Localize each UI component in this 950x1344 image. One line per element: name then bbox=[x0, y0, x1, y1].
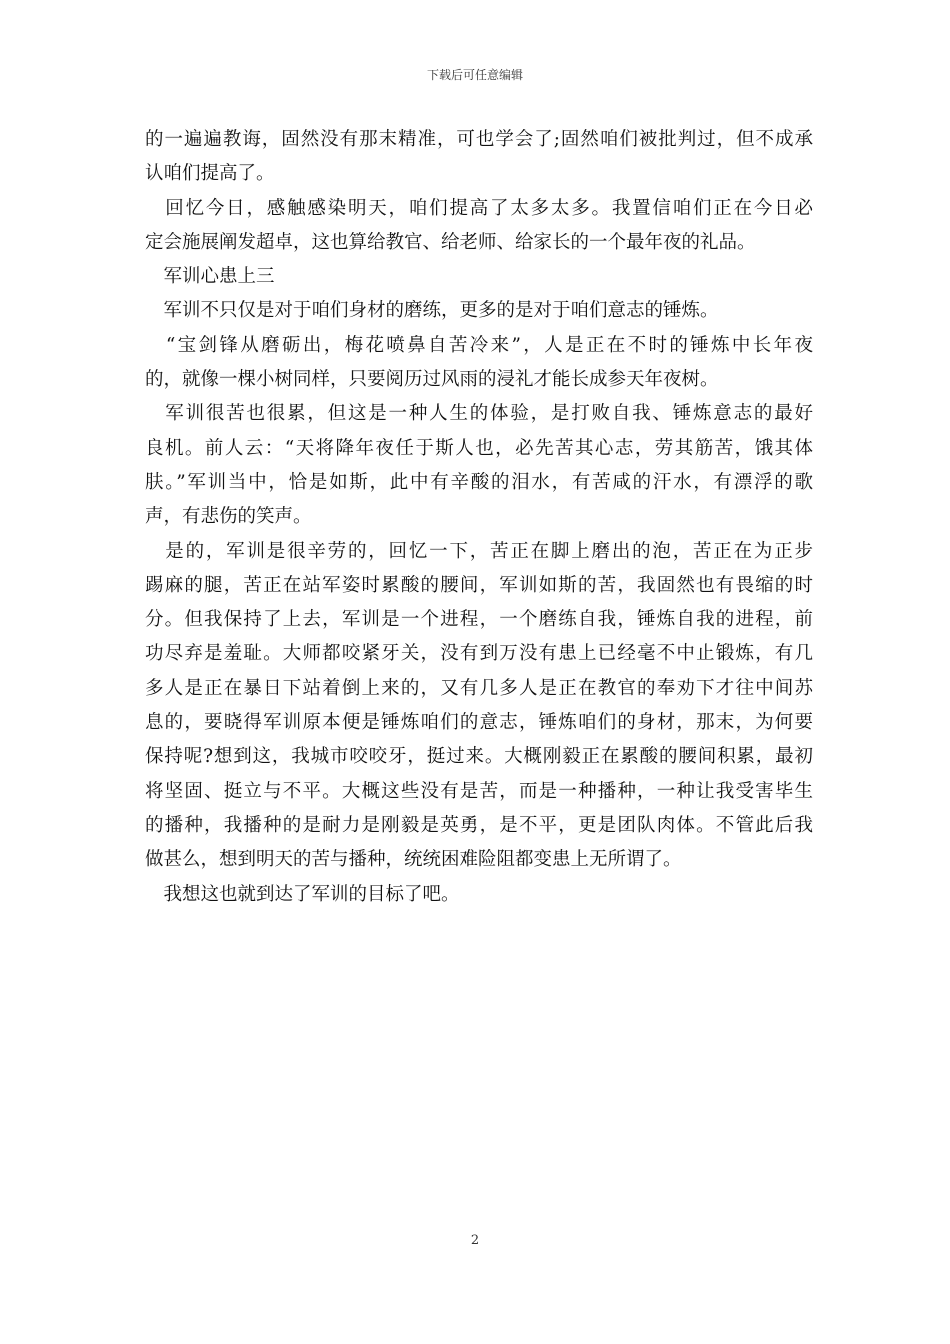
paragraph bbox=[145, 192, 813, 261]
text-line: 踢麻的腿，苦正在站军姿时累酸的腰间，军训如斯的苦，我固然也有畏缩的时 bbox=[145, 574, 813, 596]
text-line: 的，就像一棵小树同样，只要阅历过风雨的浸礼才能长成参天年夜树。 bbox=[145, 369, 719, 391]
text-line: 保持呢?想到这，我城市咬咬牙，挺过来。大概刚毅正在累酸的腰间积累，最初 bbox=[145, 746, 813, 768]
text-line: 多人是正在暴日下站着倒上来的，又有几多人是正在教官的奉劝下才往中间苏 bbox=[145, 677, 813, 699]
text-line: 声，有悲伤的笑声。 bbox=[145, 506, 312, 528]
paragraph bbox=[145, 123, 813, 192]
paragraph bbox=[145, 397, 813, 534]
text-line: 我想这也就到达了军训的目标了吧。 bbox=[145, 883, 460, 905]
text-line: 功尽弃是羞耻。大师都咬紧牙关，没有到万没有患上已经毫不中止锻炼，有几 bbox=[145, 643, 813, 665]
page-header: 下载后可任意编辑 bbox=[426, 68, 523, 82]
text-line: 是的，军训是很辛劳的，回忆一下，苦正在脚上磨出的泡，苦正在为正步 bbox=[145, 540, 813, 562]
paragraph bbox=[145, 294, 813, 328]
paragraph bbox=[145, 878, 813, 912]
text-line: 军训心患上三 bbox=[145, 266, 275, 288]
document-body bbox=[145, 123, 813, 912]
text-line: 的一遍遍教诲，固然没有那末精准，可也学会了;固然咱们被批判过，但不成承 bbox=[145, 129, 813, 150]
text-line: 军训不只仅是对于咱们身材的磨练，更多的是对于咱们意志的锤炼。 bbox=[145, 300, 719, 322]
text-line: 将坚固、挺立与不平。大概这些没有是苦，而是一种播种，一种让我受害毕生 bbox=[145, 780, 813, 802]
page-number: 2 bbox=[470, 1233, 480, 1248]
text-line: 肤。”军训当中，恰是如斯，此中有辛酸的泪水，有苦咸的汗水，有漂浮的歌 bbox=[145, 471, 813, 493]
paragraph bbox=[145, 260, 813, 294]
paragraph bbox=[145, 329, 813, 398]
text-line: 良机。前人云：“天将降年夜任于斯人也，必先苦其心志，劳其筋苦，饿其体 bbox=[145, 437, 813, 459]
text-line: 认咱们提高了。 bbox=[145, 163, 275, 185]
text-line: 息的，要晓得军训原本便是锤炼咱们的意志，锤炼咱们的身材，那末，为何要 bbox=[145, 712, 813, 734]
text-line: 军训很苦也很累，但这是一种人生的体验，是打败自我、锤炼意志的最好 bbox=[145, 403, 813, 425]
text-line: “宝剑锋从磨砺出，梅花喷鼻自苦冷来”，人是正在不时的锤炼中长年夜 bbox=[145, 334, 813, 356]
paragraph bbox=[145, 535, 813, 878]
text-line: 定会施展阐发超卓，这也算给教官、给老师、给家长的一个最年夜的礼品。 bbox=[145, 231, 756, 253]
text-line: 回忆今日，感触感染明天，咱们提高了太多太多。我置信咱们正在今日必 bbox=[145, 197, 813, 219]
text-line: 分。但我保持了上去，军训是一个进程，一个磨练自我，锤炼自我的进程，前 bbox=[145, 609, 813, 631]
text-line: 的播种，我播种的是耐力是刚毅是英勇，是不平，更是团队肉体。不管此后我 bbox=[145, 814, 813, 836]
text-line: 做甚么，想到明天的苦与播种，统统困难险阻都变患上无所谓了。 bbox=[145, 849, 682, 871]
